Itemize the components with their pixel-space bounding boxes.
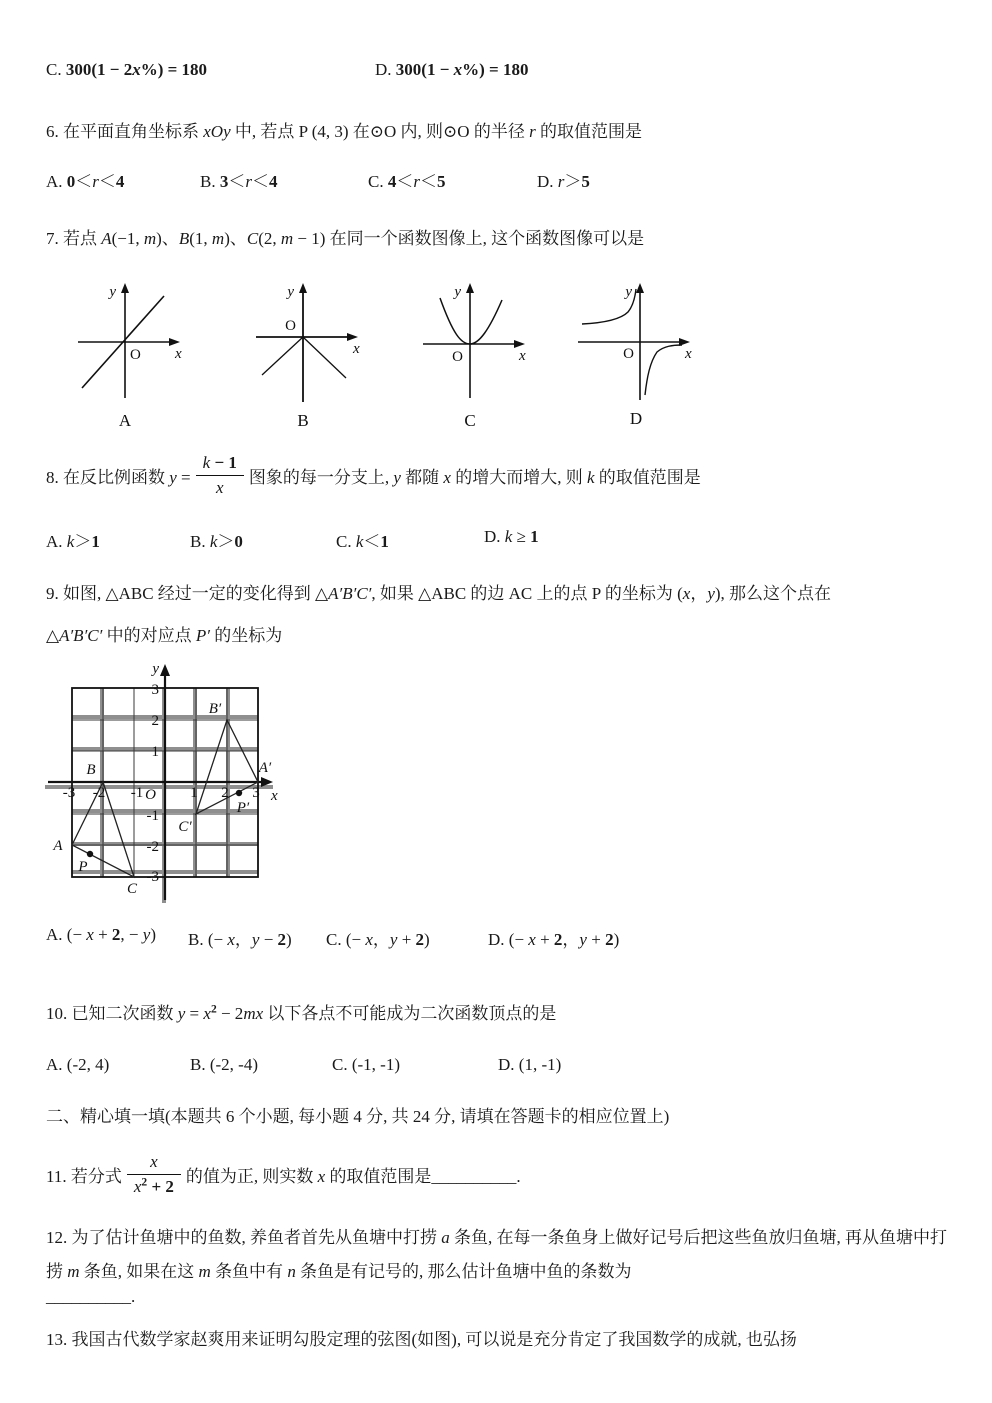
text-segment: 的取值范围是 bbox=[535, 122, 642, 141]
text-segment: )、 bbox=[156, 229, 179, 248]
label-a: A bbox=[53, 838, 63, 854]
x-axis-label: x bbox=[519, 348, 526, 364]
y-tick: 2 bbox=[151, 713, 159, 729]
text-segment: C. (-1, -1) bbox=[332, 1055, 400, 1074]
text-segment: a bbox=[441, 1228, 450, 1247]
text-segment: − 1 bbox=[210, 452, 237, 472]
x-tick: -3 bbox=[62, 785, 76, 801]
q8-fraction-numerator bbox=[196, 453, 244, 475]
text-segment: 图象的每一分支上, bbox=[248, 467, 394, 487]
q8-pre bbox=[46, 463, 191, 488]
text-segment: ＜ bbox=[251, 172, 269, 191]
text-segment: x bbox=[227, 930, 235, 949]
text-segment: D. (1, -1) bbox=[498, 1055, 562, 1074]
text-segment: ) bbox=[613, 930, 620, 949]
x-tick: -2 bbox=[92, 785, 106, 801]
x-tick: 3 bbox=[252, 785, 260, 801]
text-segment: ， bbox=[234, 930, 252, 949]
q8-option-c bbox=[336, 527, 389, 552]
text-segment: D. bbox=[484, 527, 505, 546]
graph-letter: A bbox=[118, 411, 132, 430]
text-segment: (1, bbox=[189, 229, 212, 248]
x-arrow-icon bbox=[347, 333, 358, 341]
text-segment: ， bbox=[690, 584, 708, 603]
text-segment: x bbox=[528, 930, 536, 949]
q6-option-a bbox=[46, 167, 124, 192]
graph-option-c bbox=[415, 282, 540, 432]
text-segment: A′B′C′ bbox=[59, 626, 103, 645]
text-segment: A bbox=[101, 229, 112, 248]
text-segment: 2 bbox=[553, 930, 563, 949]
text-segment: ≥ bbox=[512, 527, 531, 546]
text-segment: x bbox=[453, 60, 463, 79]
text-segment: 11. 若分式 bbox=[46, 1166, 122, 1186]
text-segment: 条鱼, 在每一条鱼身上做好记号后把这些鱼放归鱼塘, 再从鱼塘中打捞 bbox=[46, 1228, 947, 1281]
text-segment: + bbox=[397, 930, 416, 949]
label-a2: A′ bbox=[258, 760, 272, 776]
label-c2: C′ bbox=[178, 819, 192, 835]
y-axis-label: y bbox=[454, 284, 461, 300]
q11-post bbox=[186, 1162, 521, 1187]
text-segment: − 2 bbox=[216, 1004, 244, 1023]
parabola-curve bbox=[440, 298, 502, 344]
text-segment: 10. 已知二次函数 bbox=[46, 1004, 178, 1023]
x-axis-label: x bbox=[175, 346, 182, 362]
q11-fraction-denominator bbox=[127, 1174, 181, 1197]
q9-option-b bbox=[188, 925, 292, 950]
text-segment: 以下各点不可能成为二次函数顶点的是 bbox=[263, 1004, 557, 1023]
axes bbox=[578, 290, 680, 400]
text-segment: m bbox=[143, 229, 157, 248]
text-segment: 0 bbox=[66, 172, 76, 191]
text-segment: 300(1 − 2 bbox=[65, 60, 133, 79]
y-tick: 1 bbox=[151, 744, 159, 760]
text-segment: 2 bbox=[605, 930, 614, 949]
question-6 bbox=[46, 117, 952, 142]
label-p2: P′ bbox=[236, 800, 250, 816]
text-segment: C. (− bbox=[326, 930, 366, 949]
text-segment: , − bbox=[120, 925, 143, 944]
question-9-line1 bbox=[46, 579, 952, 604]
q10-option-b bbox=[190, 1055, 258, 1075]
text-segment: 2 bbox=[415, 930, 425, 949]
y-tick: -3 bbox=[146, 869, 159, 885]
text-segment: y bbox=[707, 584, 715, 603]
text-segment: P′ bbox=[195, 626, 210, 645]
text-segment: x bbox=[682, 584, 691, 603]
text-segment: ＞ bbox=[564, 172, 582, 191]
text-segment: 0 bbox=[234, 532, 243, 551]
text-segment: y bbox=[169, 467, 177, 487]
q8-option-a bbox=[46, 527, 100, 552]
origin-label: O bbox=[130, 347, 141, 363]
text-segment: )、 bbox=[224, 229, 247, 248]
text-segment: ＜ bbox=[75, 172, 93, 191]
y-arrow-icon bbox=[121, 283, 129, 293]
y-tick-labels bbox=[147, 682, 160, 885]
text-segment: ， bbox=[372, 930, 390, 949]
question-9-line2 bbox=[46, 621, 952, 646]
text-segment: x bbox=[86, 925, 94, 944]
y-arrow-icon bbox=[636, 283, 644, 293]
text-segment: 5 bbox=[581, 172, 590, 191]
text-segment: r bbox=[413, 172, 420, 191]
text-segment: B. bbox=[200, 172, 220, 191]
text-segment: ＜ bbox=[419, 172, 437, 191]
text-segment: 中, 若点 P (4, 3) 在⊙O 内, 则⊙O 的半径 bbox=[230, 122, 530, 141]
graph-letter: C bbox=[464, 411, 476, 430]
origin-label: O bbox=[285, 318, 296, 334]
graph-option-b bbox=[248, 282, 373, 432]
text-segment: ＞ bbox=[74, 532, 92, 551]
text-segment: xOy bbox=[203, 122, 231, 141]
y-arrow-icon bbox=[299, 283, 307, 293]
question-11 bbox=[46, 1146, 952, 1202]
text-segment: x bbox=[365, 930, 373, 949]
q8-post bbox=[249, 463, 701, 488]
text-segment: 的取值范围是 bbox=[594, 467, 701, 487]
text-segment: A. bbox=[46, 172, 67, 191]
text-segment: (2, bbox=[258, 229, 281, 248]
label-b: B bbox=[86, 762, 96, 778]
text-segment: r bbox=[557, 172, 565, 191]
text-segment: 5 bbox=[436, 172, 446, 191]
text-segment: △ bbox=[46, 626, 60, 645]
text-segment: k bbox=[504, 527, 513, 546]
text-segment: B. (-2, -4) bbox=[190, 1055, 258, 1074]
text-segment: 2 bbox=[141, 1174, 148, 1188]
y-axis-label: y bbox=[152, 661, 159, 677]
question-10 bbox=[46, 999, 952, 1024]
question-13 bbox=[46, 1325, 952, 1350]
text-segment: 3 bbox=[219, 172, 229, 191]
text-segment: D. bbox=[375, 60, 396, 79]
q9-option-c bbox=[326, 925, 430, 950]
text-segment: + bbox=[586, 930, 606, 949]
q8-fraction bbox=[196, 453, 244, 498]
x-arrow-icon bbox=[169, 338, 180, 346]
text-segment: ) bbox=[424, 930, 430, 949]
text-segment: 的坐标为 bbox=[209, 626, 283, 645]
text-segment: 2 bbox=[277, 930, 287, 949]
text-segment: 条鱼, 如果在这 bbox=[79, 1262, 199, 1281]
q11-fraction bbox=[127, 1152, 181, 1197]
text-segment: 条鱼中有 bbox=[210, 1262, 288, 1281]
text-segment: C. bbox=[336, 532, 356, 551]
y-axis-label: y bbox=[109, 284, 116, 300]
text-segment: + bbox=[93, 925, 112, 944]
text-segment: 条鱼是有记号的, 那么估计鱼塘中鱼的条数为 bbox=[295, 1262, 632, 1281]
text-segment: r bbox=[245, 172, 252, 191]
text-segment: B bbox=[178, 229, 190, 248]
q10-option-a bbox=[46, 1055, 109, 1075]
text-segment: = bbox=[185, 1004, 204, 1023]
text-segment: 的取值范围是__________. bbox=[325, 1166, 521, 1186]
text-segment: 4 bbox=[268, 172, 278, 191]
text-segment: ), 那么这个点在 bbox=[714, 584, 832, 603]
text-segment: C. bbox=[368, 172, 388, 191]
origin-label: O bbox=[623, 346, 634, 362]
text-segment: x bbox=[203, 1004, 211, 1023]
text-segment: C. bbox=[46, 60, 66, 79]
text-segment: A. (− bbox=[46, 925, 87, 944]
text-segment: A. bbox=[46, 532, 67, 551]
text-segment: , 如果 △ABC 的边 AC 上的点 P 的坐标为 ( bbox=[371, 584, 683, 603]
text-segment: 8. 在反比例函数 bbox=[46, 467, 170, 487]
q12-answer-blank: __________. bbox=[46, 1287, 136, 1306]
text-segment: m bbox=[211, 229, 225, 248]
text-segment: y bbox=[389, 930, 398, 949]
text-segment: 9. 如图, △ABC 经过一定的变化得到 △ bbox=[46, 584, 329, 603]
q5-option-d bbox=[375, 60, 529, 80]
point-p-dot bbox=[87, 851, 93, 857]
text-segment: 4 bbox=[387, 172, 397, 191]
text-segment: x bbox=[443, 467, 451, 487]
text-segment: D. (− bbox=[488, 930, 529, 949]
text-segment: ＜ bbox=[363, 532, 381, 551]
label-p: P bbox=[78, 859, 88, 875]
text-segment: 1 bbox=[380, 532, 389, 551]
text-segment: m bbox=[67, 1262, 80, 1281]
q6-option-c bbox=[368, 167, 445, 192]
text-segment: k bbox=[209, 532, 218, 551]
text-segment: 都随 bbox=[400, 467, 444, 487]
text-segment: A. (-2, 4) bbox=[46, 1055, 110, 1074]
coordinate-figure bbox=[45, 660, 380, 910]
q8-fraction-denominator bbox=[196, 475, 244, 498]
text-segment: 的增大而增大, 则 bbox=[450, 467, 587, 487]
x-tick: 1 bbox=[190, 785, 198, 801]
text-segment: 1 bbox=[530, 527, 539, 546]
graph-letter: B bbox=[297, 411, 309, 430]
text-segment: 的值为正, 则实数 bbox=[185, 1166, 318, 1186]
text-segment: y bbox=[251, 930, 260, 949]
question-7 bbox=[46, 224, 952, 249]
origin-label: O bbox=[452, 349, 463, 365]
text-segment: 6. 在平面直角坐标系 bbox=[46, 122, 204, 141]
text-segment: C bbox=[246, 229, 259, 248]
q9-option-a bbox=[46, 925, 156, 945]
text-segment: ， bbox=[562, 930, 580, 949]
text-segment: ＜ bbox=[396, 172, 414, 191]
axes bbox=[256, 290, 348, 402]
x-tick: 2 bbox=[221, 785, 229, 801]
text-segment: ) bbox=[286, 930, 292, 949]
point-p2-dot bbox=[236, 790, 242, 796]
y-axis-label: y bbox=[287, 284, 294, 300]
q8-option-d bbox=[484, 527, 539, 547]
q10-option-d bbox=[498, 1055, 561, 1075]
text-segment: (−1, bbox=[111, 229, 144, 248]
text-segment: r bbox=[92, 172, 99, 191]
text-segment: k bbox=[355, 532, 364, 551]
text-segment: x bbox=[133, 1176, 142, 1196]
label-c: C bbox=[126, 881, 138, 897]
text-segment: 中的对应点 bbox=[102, 626, 196, 645]
text-segment: y bbox=[393, 467, 401, 487]
y-tick: -1 bbox=[146, 808, 159, 824]
text-segment: y bbox=[177, 1004, 186, 1023]
text-segment: 2 bbox=[111, 925, 121, 944]
text-segment: x bbox=[132, 60, 141, 79]
q6-option-b bbox=[200, 167, 277, 192]
y-axis-label: y bbox=[625, 284, 632, 300]
x-axis-label: x bbox=[353, 341, 360, 357]
graph-option-d bbox=[572, 282, 697, 432]
question-12 bbox=[46, 1221, 958, 1289]
text-segment: − 1) 在同一个函数图像上, 这个函数图像可以是 bbox=[293, 229, 645, 248]
text-segment: 13. 我国古代数学家赵爽用来证明勾股定理的弦图(如图), 可以说是充分肯定了我国数学的成就, 也弘扬 bbox=[46, 1330, 797, 1349]
text-segment: m bbox=[280, 229, 294, 248]
text-segment: 7. 若点 bbox=[46, 229, 102, 248]
text-segment: D. bbox=[537, 172, 558, 191]
x-tick: -1 bbox=[130, 785, 144, 801]
text-segment: 二、精心填一填(本题共 6 个小题, 每小题 4 分, 共 24 分, 请填在答题卡的相应位置上) bbox=[46, 1107, 670, 1126]
q11-fraction-numerator bbox=[127, 1152, 181, 1174]
q7-graph-options bbox=[0, 282, 992, 432]
x-axis-label: x bbox=[271, 788, 278, 804]
text-segment: − bbox=[259, 930, 278, 949]
label-b2: B′ bbox=[208, 701, 222, 717]
text-segment: x bbox=[150, 1151, 158, 1171]
absolute-value-curve bbox=[262, 337, 346, 378]
question-8 bbox=[46, 447, 952, 503]
text-segment: ＜ bbox=[98, 172, 116, 191]
origin-label: O bbox=[145, 787, 156, 803]
text-segment: 1 bbox=[91, 532, 100, 551]
q9-option-d bbox=[488, 925, 619, 950]
text-segment: ＞ bbox=[217, 532, 235, 551]
y-tick: 3 bbox=[151, 682, 159, 698]
text-segment: y bbox=[579, 930, 587, 949]
text-segment: 2 bbox=[210, 1002, 217, 1016]
text-segment: ＜ bbox=[228, 172, 246, 191]
text-segment: ) bbox=[150, 925, 156, 944]
text-segment: A′B′C′ bbox=[328, 584, 372, 603]
text-segment: n bbox=[287, 1262, 296, 1281]
text-segment: B. (− bbox=[188, 930, 228, 949]
y-tick: -2 bbox=[146, 839, 159, 855]
q6-option-d bbox=[537, 167, 590, 192]
text-segment: k bbox=[202, 452, 211, 472]
q8-option-b bbox=[190, 527, 243, 552]
text-segment: y bbox=[142, 925, 151, 944]
text-segment: k bbox=[66, 532, 75, 551]
text-segment: 12. 为了估计鱼塘中的鱼数, 养鱼者首先从鱼塘中打捞 bbox=[46, 1228, 442, 1247]
text-segment: 4 bbox=[115, 172, 125, 191]
section-2-header bbox=[46, 1102, 952, 1127]
text-segment: %) = 180 bbox=[140, 60, 208, 79]
text-segment: + 2 bbox=[147, 1176, 174, 1196]
q5-option-c bbox=[46, 60, 207, 80]
text-segment: = bbox=[176, 467, 191, 487]
y-arrow-icon bbox=[466, 283, 474, 293]
graph-option-a bbox=[70, 282, 195, 432]
text-segment: B. bbox=[190, 532, 210, 551]
text-segment: + bbox=[535, 930, 554, 949]
text-segment: x bbox=[317, 1166, 326, 1186]
q11-pre bbox=[46, 1162, 122, 1187]
text-segment: r bbox=[529, 122, 536, 141]
x-arrow-icon bbox=[514, 340, 525, 348]
text-segment: 300(1 − bbox=[395, 60, 454, 79]
text-segment: m bbox=[198, 1262, 211, 1281]
graph-letter: D bbox=[629, 409, 643, 428]
q10-option-c bbox=[332, 1055, 400, 1075]
text-segment: mx bbox=[243, 1004, 264, 1023]
x-axis-label: x bbox=[685, 346, 692, 362]
text-segment: k bbox=[586, 467, 595, 487]
text-segment: x bbox=[215, 477, 224, 497]
text-segment: %) = 180 bbox=[462, 60, 529, 79]
y-arrow-icon bbox=[160, 664, 170, 676]
axes bbox=[78, 290, 170, 398]
